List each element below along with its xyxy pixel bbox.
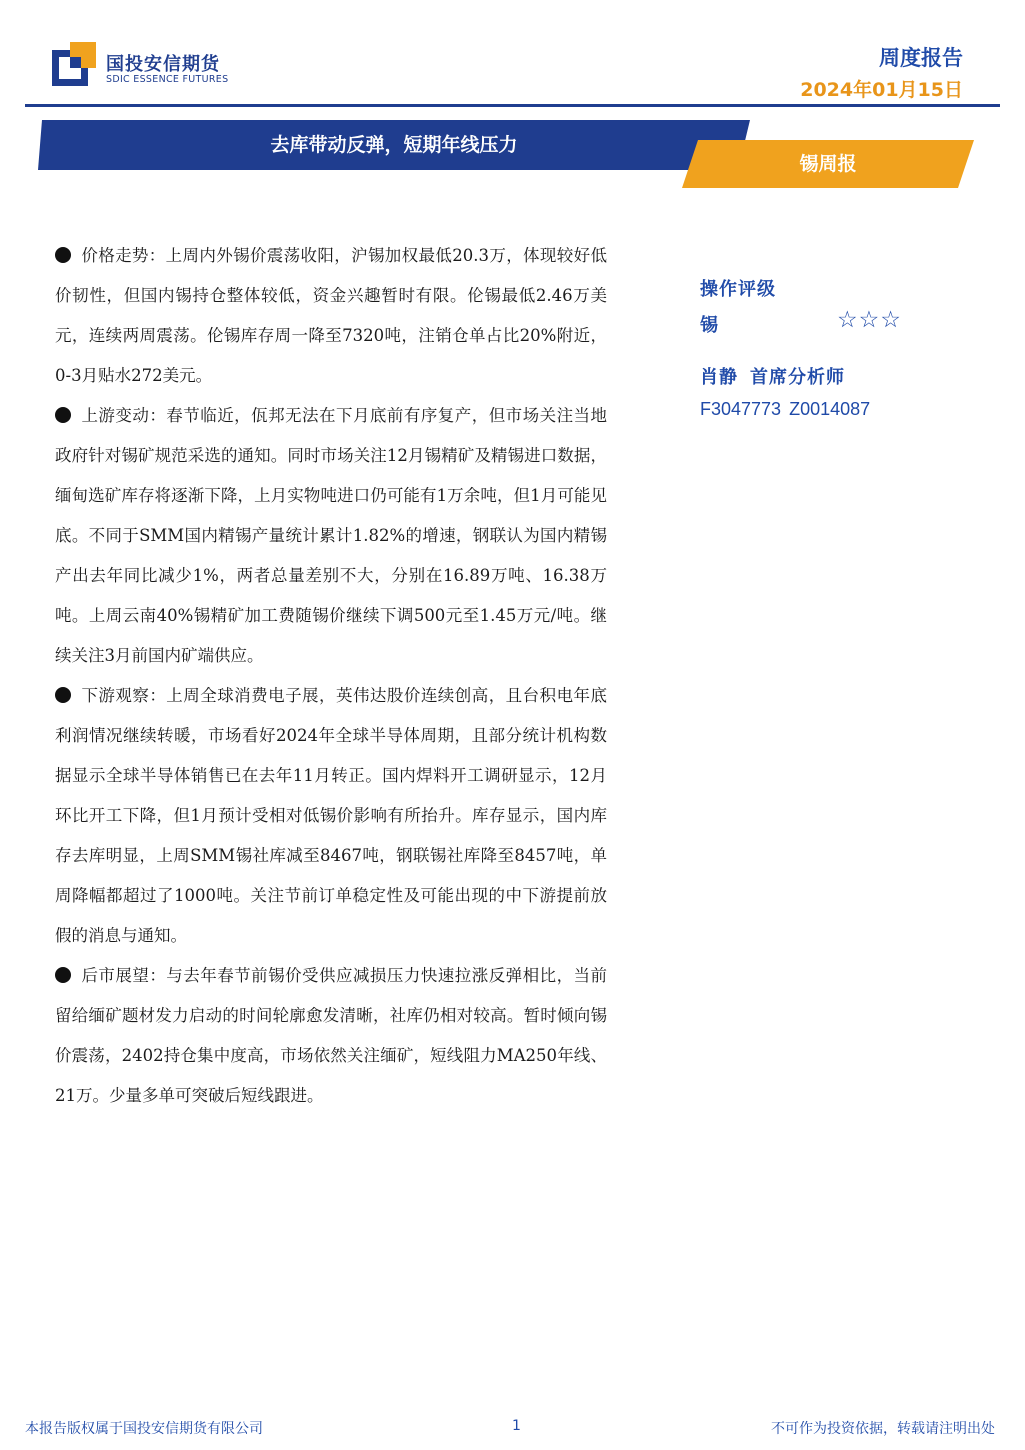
analyst-title: 首席分析师 bbox=[750, 367, 845, 388]
license-number-2: Z0014087 bbox=[789, 399, 871, 419]
company-name-cn: 国投安信期货 bbox=[106, 54, 220, 75]
paragraph-downstream bbox=[55, 676, 607, 956]
report-date: 2024年01月15日 bbox=[800, 79, 963, 101]
company-name-en: SDIC ESSENCE FUTURES bbox=[106, 74, 229, 85]
rating-metal: 锡 bbox=[700, 315, 718, 336]
paragraph-upstream bbox=[55, 396, 607, 676]
rating-title: 操作评级 bbox=[700, 279, 776, 300]
title-banner bbox=[38, 120, 750, 170]
paragraph-price-trend bbox=[55, 236, 607, 396]
paragraph-outlook bbox=[55, 956, 607, 1116]
tag-banner bbox=[682, 140, 974, 188]
header-divider bbox=[25, 104, 1000, 107]
license-number-1: F3047773 bbox=[700, 399, 782, 419]
analyst-name: 肖静 bbox=[700, 367, 738, 388]
company-logo bbox=[52, 42, 242, 92]
footer-disclaimer: 不可作为投资依据，转载请注明出处 bbox=[771, 1421, 995, 1437]
bullet-icon bbox=[55, 687, 71, 703]
analyst-license bbox=[700, 399, 990, 420]
paragraph-text: 上游变动：春节临近，佤邦无法在下月底前有序复产，但市场关注当地政府针对锡矿规范采选的通知。同时市场关注12月锡精矿及精锡进口数据，缅甸选矿库存将逐渐下降，上月实物吨进口仍可能有1万余吨，但1月可能见底。不同于SMM国内精锡产量统计累计1.82%的增速，钢联认为国内精锡产出去年同比减少1%，两者总量差别不大，分别在16.89万吨、16.38万吨。上周云南40%锡精矿加工费随锡价继续下调500元至1.45万元/吨。继续关注3月前国内矿端供应。 bbox=[55, 406, 607, 665]
footer-copyright: 本报告版权属于国投安信期货有限公司 bbox=[25, 1421, 263, 1437]
page-number: 1 bbox=[512, 1418, 521, 1434]
sidebar bbox=[700, 275, 990, 420]
paragraph-text: 后市展望：与去年春节前锡价受供应减损压力快速拉涨反弹相比，当前留给缅矿题材发力启动的时间轮廓愈发清晰，社库仍相对较高。暂时倾向锡价震荡，2402持仓集中度高，市场依然关注缅矿，短线阻力MA250年线、21万。少量多单可突破后短线跟进。 bbox=[55, 966, 607, 1105]
report-type: 周度报告 bbox=[879, 46, 963, 70]
rating-row bbox=[700, 307, 990, 343]
bullet-icon bbox=[55, 967, 71, 983]
paragraph-text: 下游观察：上周全球消费电子展，英伟达股价连续创高，且台积电年底利润情况继续转暖，市场看好2024年全球半导体周期，且部分统计机构数据显示全球半导体销售已在去年11月转正。国内焊料开工调研显示，12月环比开工下降，但1月预计受相对低锡价影响有所抬升。库存显示，国内库存去库明显，上周SMM锡社库减至8467吨，钢联锡社库降至8457吨，单周降幅都超过了1000吨。关注节前订单稳定性及可能出现的中下游提前放假的消息与通知。 bbox=[55, 686, 607, 945]
paragraph-text: 价格走势：上周内外锡价震荡收阳，沪锡加权最低20.3万，体现较好低价韧性，但国内锡持仓整体较低，资金兴趣暂时有限。伦锡最低2.46万美元，连续两周震荡。伦锡库存周一降至7320吨，注销仓单占比20%附近，0-3月贴水272美元。 bbox=[55, 246, 607, 385]
report-tag: 锡周报 bbox=[799, 153, 857, 175]
report-title: 去库带动反弹，短期年线压力 bbox=[270, 134, 518, 156]
analyst-info bbox=[700, 363, 990, 389]
logo-mark-icon bbox=[52, 42, 96, 86]
rating-stars-icon: ☆☆☆ bbox=[837, 307, 902, 333]
bullet-icon bbox=[55, 247, 71, 263]
bullet-icon bbox=[55, 407, 71, 423]
report-body bbox=[55, 236, 607, 1116]
